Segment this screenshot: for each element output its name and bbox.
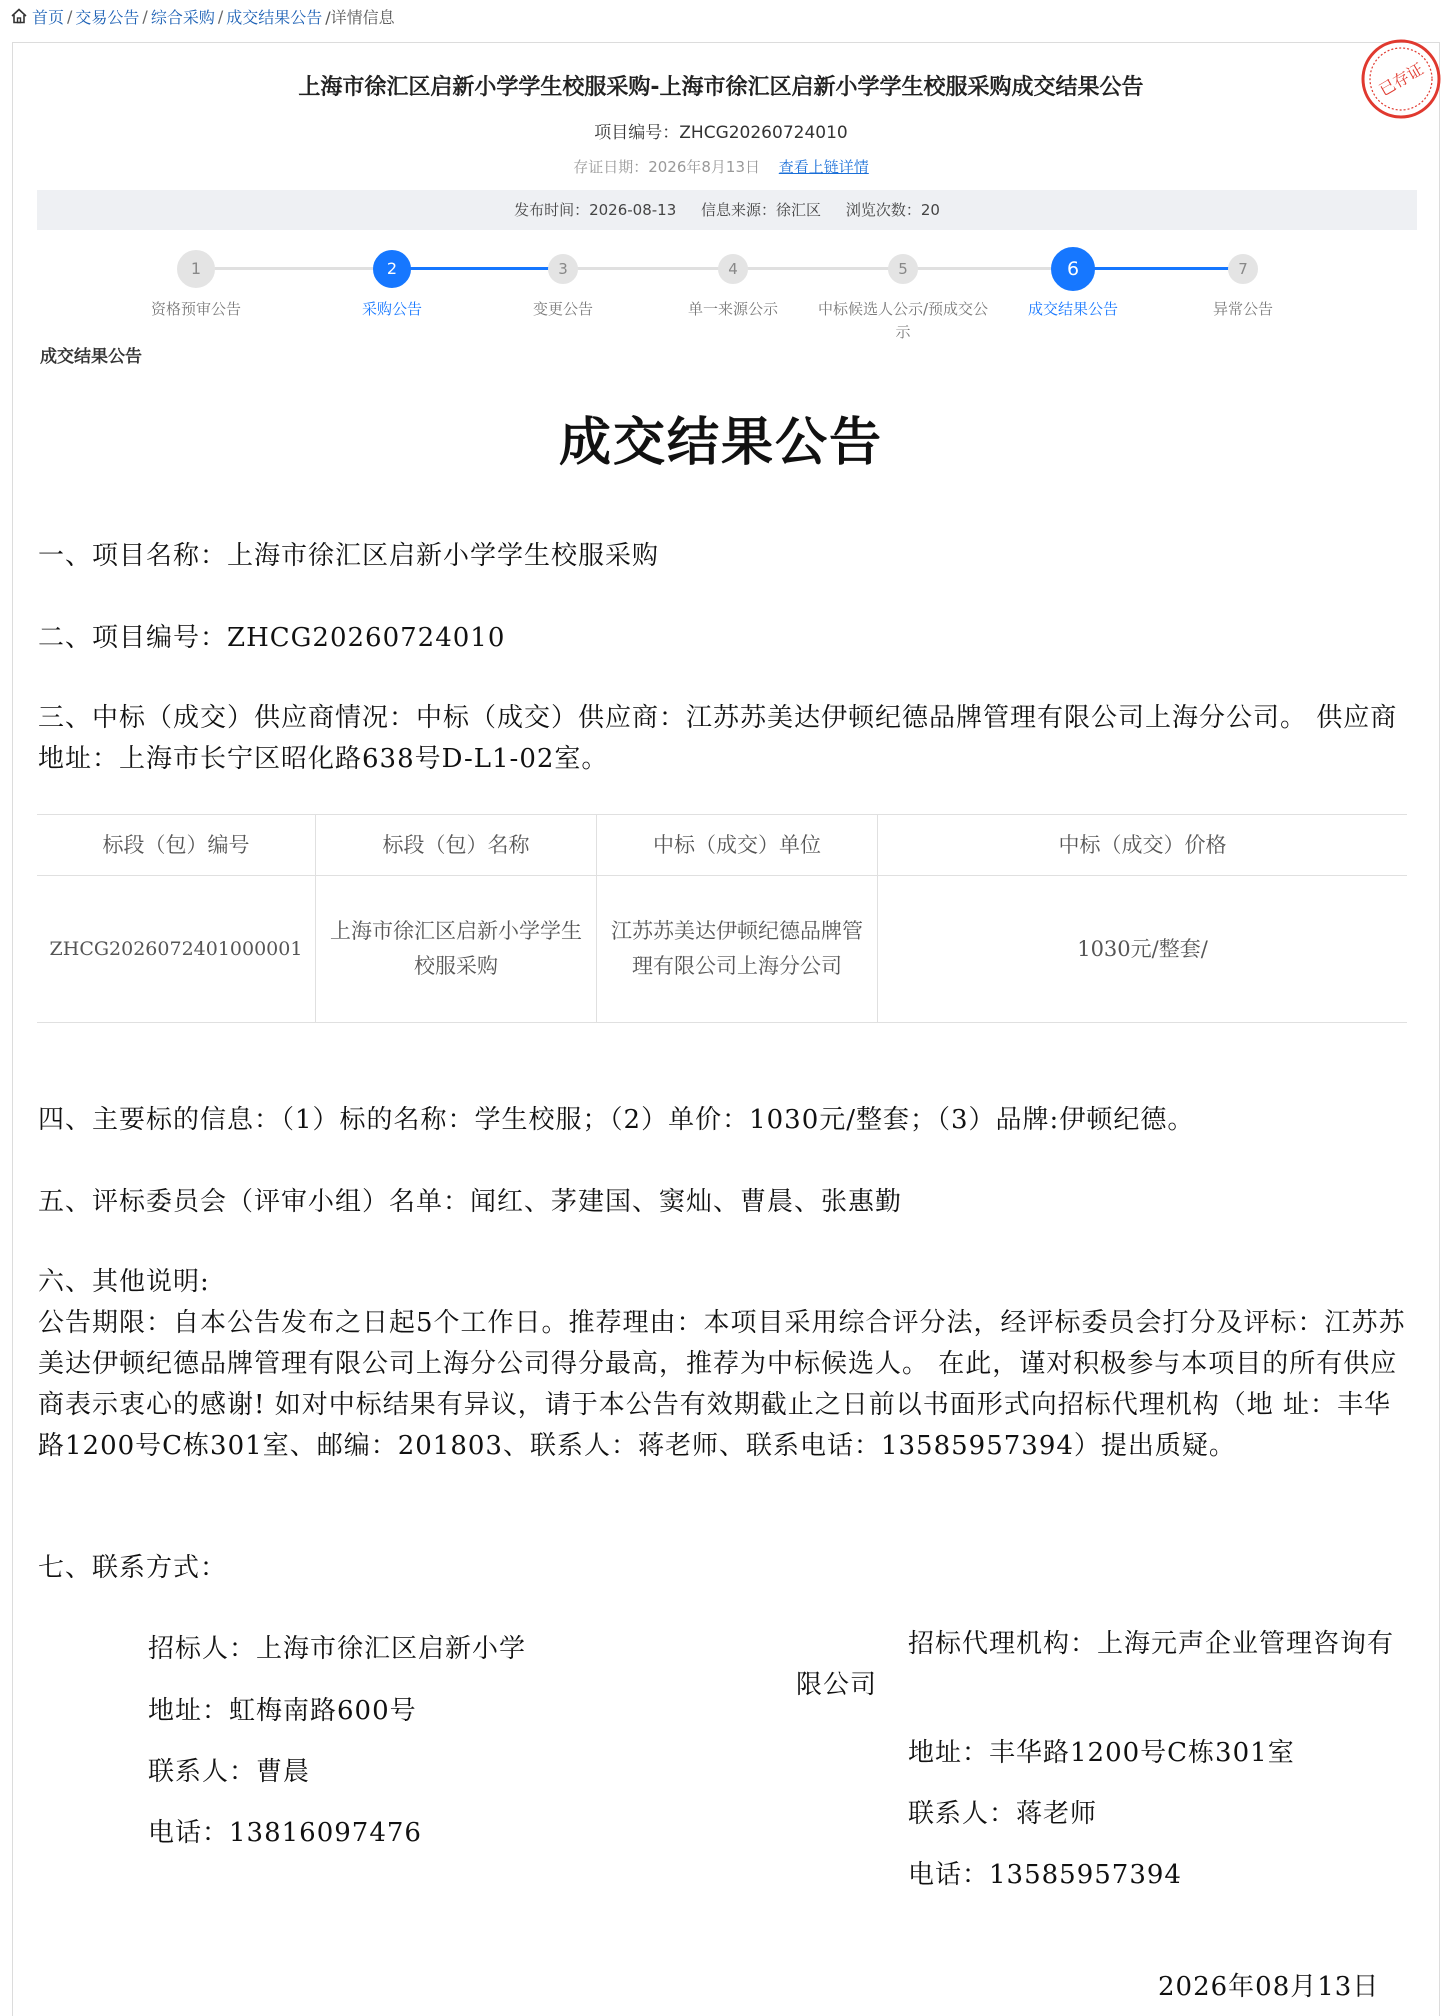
table-row <box>37 876 1407 1023</box>
project-number <box>0 118 1442 143</box>
step-5-label[interactable]: 中标候选人公示/预成交公示 <box>817 300 989 341</box>
result-table <box>37 814 1407 1023</box>
step-6-node[interactable]: 6 <box>1051 247 1095 291</box>
table-cell-code: ZHCG2026072401000001 <box>37 876 316 1023</box>
section-committee: 五、评标委员会（评审小组）名单：闻红、茅建国、窦灿、曹晨、张惠勤 <box>38 1187 903 1217</box>
project-number-label: 项目编号： <box>594 123 680 143</box>
contact-agency-person: 联系人：蒋老师 <box>908 1799 1098 1829</box>
section-contact-title: 七、联系方式： <box>38 1553 228 1583</box>
section-other-title: 六、其他说明: <box>38 1267 210 1297</box>
table-cell-name: 上海市徐汇区启新小学学生校服采购 <box>316 876 597 1023</box>
step-7-label[interactable]: 异常公告 <box>1212 300 1273 318</box>
table-header: 标段（包）编号 <box>37 815 316 876</box>
seal-text: 已存证 <box>1375 59 1427 100</box>
project-number-value: ZHCG20260724010 <box>679 123 848 143</box>
home-icon <box>10 7 28 25</box>
table-header: 中标（成交）价格 <box>878 815 1408 876</box>
breadcrumb-trade-link[interactable]: 交易公告 <box>75 7 140 27</box>
cert-date: 存证日期：2026年8月13日 <box>573 158 760 176</box>
signature-date: 2026年08月13日 <box>1158 1972 1380 2002</box>
breadcrumb-procurement-link[interactable]: 综合采购 <box>150 7 215 27</box>
contact-tenderer-phone: 电话：13816097476 <box>148 1818 422 1848</box>
contact-agency: 招标代理机构：上海元声企业管理咨询有限公司 <box>796 1629 1395 1700</box>
step-track-active <box>392 267 563 270</box>
contact-tenderer: 招标人：上海市徐汇区启新小学 <box>148 1634 527 1664</box>
breadcrumb: 首页 / 交易公告 / 综合采购 / 成交结果公告 /详情信息 <box>10 4 395 28</box>
publish-time: 发布时间：2026-08-13 <box>514 201 677 219</box>
table-cell-winner: 江苏苏美达伊顿纪德品牌管理有限公司上海分公司 <box>597 876 878 1023</box>
contact-tenderer-person: 联系人：曹晨 <box>148 1757 311 1787</box>
step-5-node[interactable]: 5 <box>888 254 918 284</box>
contact-agency-phone: 电话：13585957394 <box>908 1860 1182 1890</box>
step-4-label[interactable]: 单一来源公示 <box>687 300 778 318</box>
breadcrumb-home-link[interactable]: 首页 <box>32 7 65 27</box>
step-6-label[interactable]: 成交结果公告 <box>1027 300 1118 318</box>
view-chain-details-link[interactable]: 查看上链详情 <box>778 158 869 176</box>
section-project-number: 二、项目编号：ZHCG20260724010 <box>38 623 506 653</box>
section-main-items: 四、主要标的信息：（1）标的名称：学生校服；（2）单价：1030元/整套；（3）品牌:伊顿纪德。 <box>38 1105 1195 1135</box>
step-track-active <box>1073 267 1243 270</box>
table-header-row <box>37 815 1407 876</box>
step-7-node[interactable]: 7 <box>1228 254 1258 284</box>
step-track <box>563 267 1073 270</box>
info-bar <box>37 190 1417 230</box>
view-count: 浏览次数：20 <box>845 201 940 219</box>
step-2-label[interactable]: 采购公告 <box>361 300 422 318</box>
step-3-node[interactable]: 3 <box>548 254 578 284</box>
document-title: 成交结果公告 <box>558 413 883 473</box>
certificate-line <box>0 156 1442 177</box>
breadcrumb-current: /详情信息 <box>325 7 395 27</box>
section-other-body: 公告期限：自本公告发布之日起5个工作日。推荐理由：本项目采用综合评分法，经评标委员会打分及评标：江苏苏美达伊顿纪德品牌管理有限公司上海分公司得分最高，推荐为中标候选人。 在此，谨对积极参与本项目的所有供应商表示衷心的感谢! 如对中标结果有异议，请于本公告有效期截止之日前以书面形式向招标代理机构（地 址：丰华路1200号C栋301室、邮编：201803、联系人：蒋老师、联系电话：13585957394）提出质疑。 <box>38 1308 1406 1461</box>
step-3-label[interactable]: 变更公告 <box>532 300 593 318</box>
step-1-label[interactable]: 资格预审公告 <box>150 300 241 318</box>
table-cell-price: 1030元/整套/ <box>878 876 1408 1023</box>
info-source: 信息来源：徐汇区 <box>701 201 822 219</box>
section-heading: 成交结果公告 <box>40 347 142 367</box>
step-track <box>196 267 392 270</box>
contact-agency-address: 地址：丰华路1200号C栋301室 <box>908 1738 1295 1768</box>
table-header: 中标（成交）单位 <box>597 815 878 876</box>
table-header: 标段（包）名称 <box>316 815 597 876</box>
step-4-node[interactable]: 4 <box>718 254 748 284</box>
contact-tenderer-address: 地址：虹梅南路600号 <box>148 1696 417 1726</box>
section-project-name: 一、项目名称：上海市徐汇区启新小学学生校服采购 <box>38 541 660 571</box>
step-1-node[interactable]: 1 <box>177 250 215 288</box>
process-steps <box>0 248 1442 348</box>
breadcrumb-result-link[interactable]: 成交结果公告 <box>226 7 323 27</box>
step-2-node[interactable]: 2 <box>373 250 411 288</box>
section-supplier: 三、中标（成交）供应商情况：中标（成交）供应商：江苏苏美达伊顿纪德品牌管理有限公司上海分公司。 供应商地址：上海市长宁区昭化路638号D-L1-02室。 <box>38 703 1398 774</box>
page-title: 上海市徐汇区启新小学学生校服采购-上海市徐汇区启新小学学生校服采购成交结果公告 <box>298 75 1144 100</box>
